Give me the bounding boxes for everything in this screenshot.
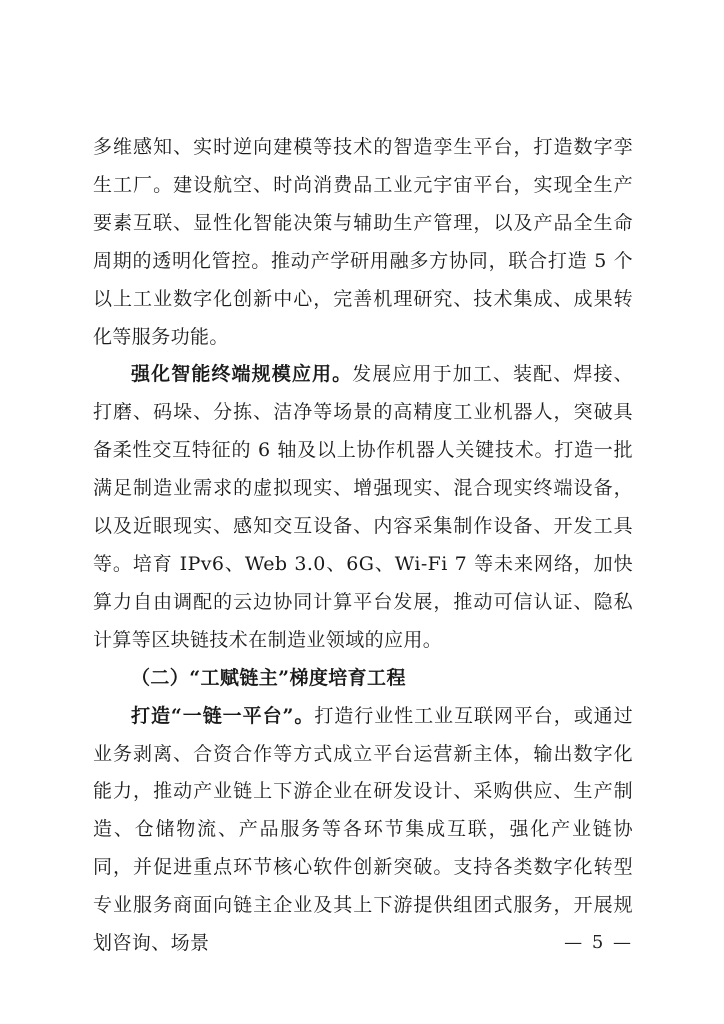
paragraph-lead: 打造“一链一平台”。 (131, 704, 315, 727)
paragraph-text: 发展应用于加工、装配、焊接、打磨、码垛、分拣、洁净等场景的高精度工业机器人，突破具备柔性交互特征的 6 轴及以上协作机器人关键技术。打造一批满足制造业需求的虚拟现实、增强现实、混合现实终端设备，以及近眼现实、感知交互设备、内容采集制作设备、开发工具等。培育 IPv6、Web 3.0、6G、Wi-Fi 7 等未来网络，加快算力自由调配的云边协同计算平台发展，推动可信认证、隐私计算等区块链技术在制造业领域的应用。 (93, 363, 633, 651)
body-text (93, 129, 633, 963)
paragraph-text: 打造行业性工业互联网平台，或通过业务剥离、合资合作等方式成立平台运营新主体，输出数字化能力，推动产业链上下游企业在研发设计、采购供应、生产制造、仓储物流、产品服务等各环节集成互联，强化产业链协同，并促进重点环节核心软件创新突破。支持各类数字化转型专业服务商面向链主企业及其上下游提供组团式服务，开展规划咨询、场景 (93, 704, 634, 955)
paragraph-continuation (93, 129, 633, 356)
page-number: — 5 — (564, 932, 633, 953)
paragraph-smart-terminals (93, 356, 633, 659)
paragraph-lead: 强化智能终端规模应用。 (131, 363, 353, 386)
paragraph-one-chain-one-platform (93, 698, 633, 963)
section-heading: （二）“工赋链主”梯度培育工程 (131, 666, 406, 689)
paragraph-text: 多维感知、实时逆向建模等技术的智造孪生平台，打造数字孪生工厂。建设航空、时尚消费品工业元宇宙平台，实现全生产要素互联、显性化智能决策与辅助生产管理，以及产品全生命周期的透明化管控。推动产学研用融多方协同，联合打造 5 个以上工业数字化创新中心，完善机理研究、技术集成、成果转化等服务功能。 (93, 136, 633, 348)
